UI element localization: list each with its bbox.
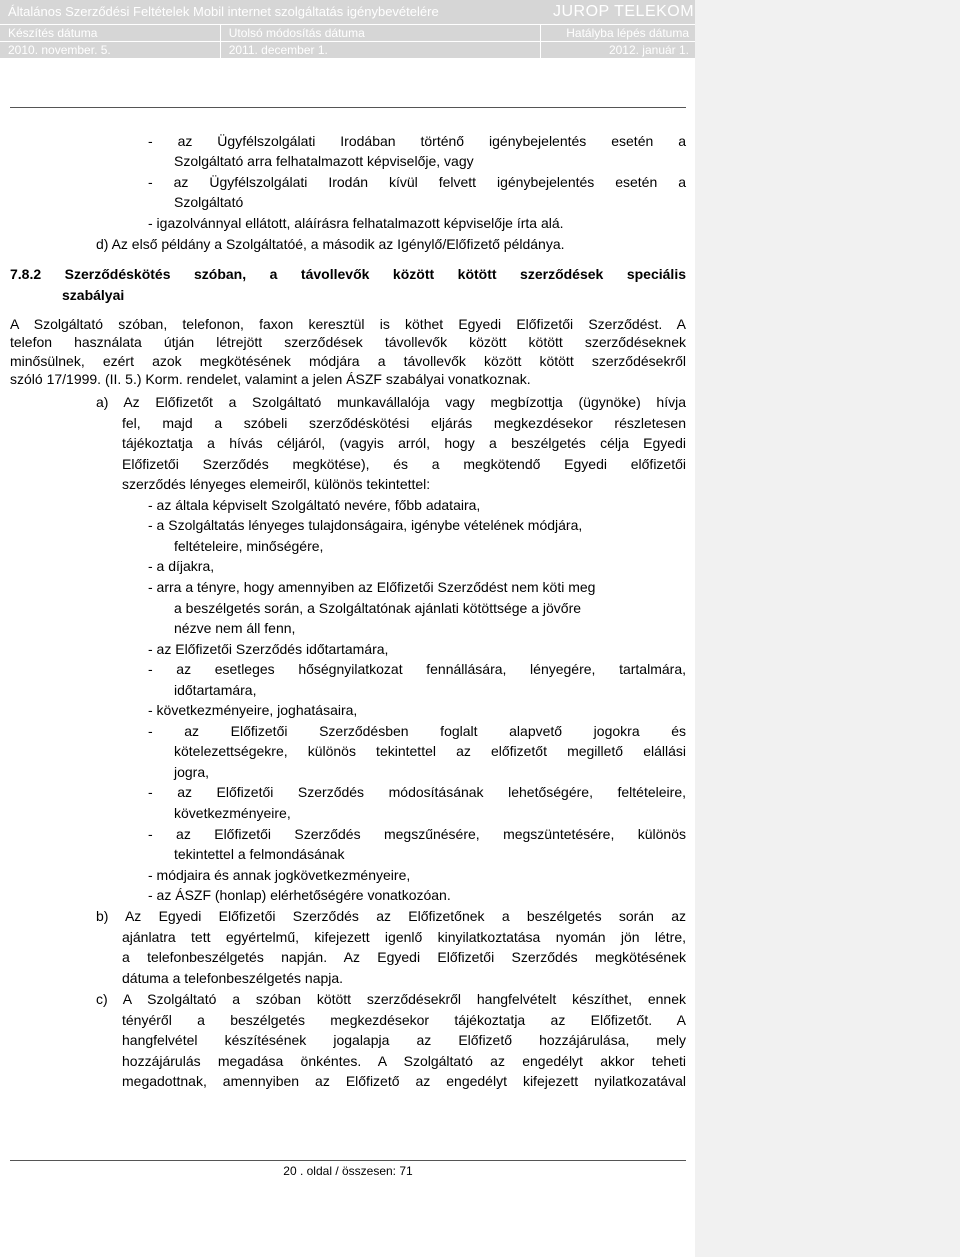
list-item: - az ÁSZF (honlap) elérhetőségére vonatkozóan. (148, 887, 451, 903)
text-line: c) A Szolgáltató a szóban kötött szerződésekről hangfelvételt készíthet, ennek (96, 991, 686, 1007)
text-line: - az Ügyfélszolgálati Irodán kívül felvett igénybejelentés esetén a (148, 174, 686, 190)
text-line: tényéről a beszélgetés megkezdésekor tájékoztatja az Előfizetőt. A (122, 1012, 686, 1028)
section-heading: 7.8.2 Szerződéskötés szóban, a távollevők között kötött szerződések speciális (10, 266, 686, 282)
list-item-cont: következményeire, (174, 805, 291, 821)
list-item: - az Előfizetői Szerződés megszűnésére, megszüntetésére, különös (148, 826, 686, 842)
list-item-cont: nézve nem áll fenn, (174, 620, 296, 636)
header-divider (10, 107, 686, 108)
text-line: b) Az Egyedi Előfizetői Szerződés az Előfizetőnek a beszélgetés során az (96, 908, 686, 924)
list-item: - az Előfizetői Szerződésben foglalt alapvető jogokra és (148, 723, 686, 739)
text-line: szerződés lényeges elemeiről, különös tekintettel: (122, 476, 431, 492)
text-line: hozzájárulás megadása önkéntes. A Szolgáltató az engedélyt akkor teheti (122, 1053, 686, 1069)
effective-date-label: Hatályba lépés dátuma (541, 25, 695, 41)
list-item: - következményeire, joghatásaira, (148, 702, 358, 718)
list-item: - az általa képviselt Szolgáltató nevére, főbb adataira, (148, 497, 481, 513)
text-line: dátuma a telefonbeszélgetés napja. (122, 970, 344, 986)
list-item-cont: a beszélgetés során, a Szolgáltatónak ajánlati kötöttsége a jövőre (174, 600, 582, 616)
text-line: Szolgáltató arra felhatalmazott képviselője, vagy (174, 153, 474, 169)
page-number: 20 . oldal / összesen: 71 (283, 1164, 413, 1178)
list-item: - az Előfizetői Szerződés módosításának lehetőségére, feltételeire, (148, 784, 686, 800)
list-item: - módjaira és annak jogkövetkezményeire, (148, 867, 411, 883)
text-line: ajánlatra tett egyértelmű, kifejezett igenlő kinyilatkoztatása nyomán jön létre, (122, 929, 686, 945)
side-margin-panel (695, 0, 960, 1257)
list-item-cont: kötelezettségekre, különös tekintettel az előfizetőt megillető elállási (174, 743, 686, 759)
text-line: tájékoztatja a hívás céljáról, (vagyis arról, hogy a beszélgetés célja Egyedi (122, 435, 686, 451)
text-line: a) Az Előfizetőt a Szolgáltató munkavállalója vagy megbízottja (ügynöke) hívja (96, 394, 686, 410)
text-line: telefon használata útján létrejött szerződések távollevők között kötött szerződéseknek (10, 334, 686, 350)
creation-date-label: Készítés dátuma (0, 25, 220, 41)
list-item-cont: tekintettel a felmondásának (174, 846, 345, 862)
text-line: minősülnek, ezért azok megkötésének módjára a távollevők között kötött szerződésekről (10, 353, 686, 369)
list-item-cont: időtartamára, (174, 682, 257, 698)
brand-logo: JUROP TELEKOM (545, 0, 695, 24)
modified-date-value: 2011. december 1. (221, 42, 541, 58)
text-line: - igazolvánnyal ellátott, aláírásra felhatalmazott képviselője írta alá. (148, 215, 564, 231)
document-header (0, 0, 695, 58)
text-line: megadottnak, amennyiben az Előfizető az engedélyt kifejezett nyilatkozatával (122, 1073, 686, 1089)
list-item-cont: jogra, (174, 764, 210, 780)
text-line: Szolgáltató (174, 194, 244, 210)
header-title: Általános Szerződési Feltételek Mobil internet szolgáltatás igénybevételére (0, 0, 545, 24)
text-line: Előfizetői Szerződés megkötése), és a megkötendő Egyedi előfizetői (122, 456, 686, 472)
creation-date-value: 2010. november. 5. (0, 42, 220, 58)
list-item: - az esetleges hőségnyilatkozat fennállására, lényegére, tartalmára, (148, 661, 686, 677)
text-line: szóló 17/1999. (II. 5.) Korm. rendelet, valamint a jelen ÁSZF szabályai vonatkoznak. (10, 371, 531, 387)
section-heading-cont: szabályai (62, 287, 125, 303)
list-item: - a Szolgáltatás lényeges tulajdonságaira, igénybe vételének módjára, (148, 517, 583, 533)
text-line: A Szolgáltató szóban, telefonon, faxon keresztül is köthet Egyedi Előfizetői Szerződést. A (10, 316, 686, 332)
text-line: hangfelvétel készítésének jogalapja az Előfizető hozzájárulása, mely (122, 1032, 686, 1048)
effective-date-value: 2012. január 1. (541, 42, 695, 58)
list-item-cont: feltételeire, minőségére, (174, 538, 324, 554)
list-item: - a díjakra, (148, 558, 215, 574)
list-item: - az Előfizetői Szerződés időtartamára, (148, 641, 389, 657)
text-line: a telefonbeszélgetés napján. Az Egyedi Előfizetői Szerződés megkötésének (122, 949, 686, 965)
footer-divider (10, 1160, 686, 1161)
modified-date-label: Utolsó módosítás dátuma (221, 25, 541, 41)
text-line: fel, majd a szóbeli szerződéskötési eljárás megkezdésekor részletesen (122, 415, 686, 431)
list-item: - arra a tényre, hogy amennyiben az Előfizetői Szerződést nem köti meg (148, 579, 596, 595)
text-line: - az Ügyfélszolgálati Irodában történő igénybejelentés esetén a (148, 133, 686, 149)
text-line: d) Az első példány a Szolgáltatóé, a második az Igénylő/Előfizető példánya. (96, 236, 565, 252)
